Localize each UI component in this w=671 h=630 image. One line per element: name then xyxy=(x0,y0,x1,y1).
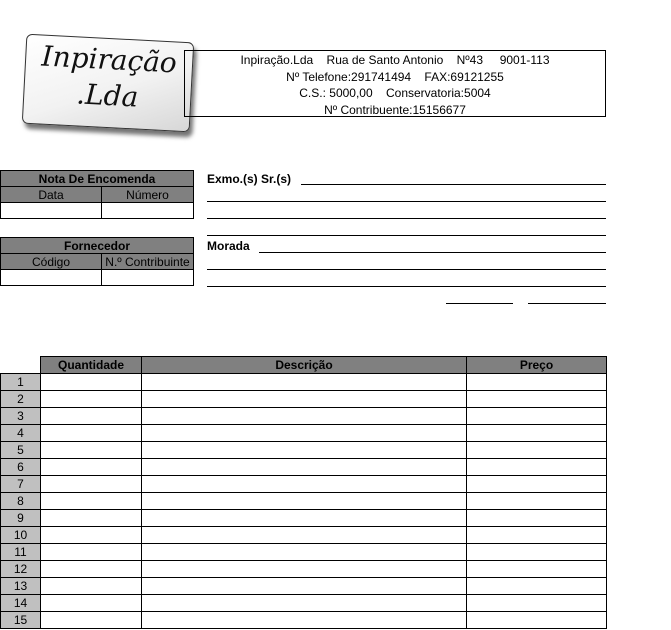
quantity-cell[interactable] xyxy=(41,510,142,527)
quantity-cell[interactable] xyxy=(41,374,142,391)
items-corner xyxy=(1,357,41,374)
item-row xyxy=(1,544,607,561)
supplier-table xyxy=(0,237,194,286)
order-date-header: Data xyxy=(1,187,102,203)
company-address-line: Inpiração.Lda Rua de Santo Antonio Nº43 9001-113 xyxy=(240,53,550,67)
supplier-code-cell[interactable] xyxy=(1,270,102,286)
row-number: 11 xyxy=(1,544,41,561)
description-cell[interactable] xyxy=(142,493,467,510)
row-number: 4 xyxy=(1,425,41,442)
description-cell[interactable] xyxy=(142,408,467,425)
row-number: 6 xyxy=(1,459,41,476)
price-cell[interactable] xyxy=(467,425,607,442)
postal-code-line[interactable] xyxy=(446,303,513,304)
price-cell[interactable] xyxy=(467,578,607,595)
logo-line-2: .Lda xyxy=(75,77,140,114)
address-line-1[interactable] xyxy=(259,252,606,253)
recipient-line-2[interactable] xyxy=(207,201,606,202)
description-cell[interactable] xyxy=(142,595,467,612)
order-number-header: Número xyxy=(102,187,194,203)
item-row xyxy=(1,374,607,391)
row-number: 7 xyxy=(1,476,41,493)
description-cell[interactable] xyxy=(142,425,467,442)
price-cell[interactable] xyxy=(467,612,607,629)
quantity-cell[interactable] xyxy=(41,476,142,493)
description-cell[interactable] xyxy=(142,561,467,578)
row-number: 1 xyxy=(1,374,41,391)
price-cell[interactable] xyxy=(467,595,607,612)
recipient-line-4[interactable] xyxy=(207,235,606,236)
item-row xyxy=(1,476,607,493)
row-number: 3 xyxy=(1,408,41,425)
quantity-cell[interactable] xyxy=(41,391,142,408)
quantity-cell[interactable] xyxy=(41,493,142,510)
order-title: Nota De Encomenda xyxy=(1,171,194,187)
price-header: Preço xyxy=(467,357,607,374)
description-header: Descrição xyxy=(142,357,467,374)
quantity-cell[interactable] xyxy=(41,408,142,425)
quantity-cell[interactable] xyxy=(41,442,142,459)
recipient-label: Exmo.(s) Sr.(s) xyxy=(207,172,292,186)
item-row xyxy=(1,459,607,476)
address-label: Morada xyxy=(207,239,250,253)
price-cell[interactable] xyxy=(467,459,607,476)
quantity-cell[interactable] xyxy=(41,578,142,595)
logo-line-1: Inpiração xyxy=(40,39,178,80)
item-row xyxy=(1,493,607,510)
item-row xyxy=(1,442,607,459)
company-phone-line: Nº Telefone:291741494 FAX:69121255 xyxy=(286,69,504,84)
item-row xyxy=(1,408,607,425)
description-cell[interactable] xyxy=(142,476,467,493)
address-line-2[interactable] xyxy=(207,269,606,270)
price-cell[interactable] xyxy=(467,527,607,544)
items-table xyxy=(0,356,607,629)
quantity-cell[interactable] xyxy=(41,527,142,544)
supplier-title: Fornecedor xyxy=(1,238,194,254)
locality-line[interactable] xyxy=(528,303,606,304)
description-cell[interactable] xyxy=(142,612,467,629)
description-cell[interactable] xyxy=(142,578,467,595)
row-number: 12 xyxy=(1,561,41,578)
price-cell[interactable] xyxy=(467,391,607,408)
description-cell[interactable] xyxy=(142,510,467,527)
price-cell[interactable] xyxy=(467,374,607,391)
item-row xyxy=(1,527,607,544)
row-number: 2 xyxy=(1,391,41,408)
description-cell[interactable] xyxy=(142,527,467,544)
price-cell[interactable] xyxy=(467,476,607,493)
row-number: 14 xyxy=(1,595,41,612)
row-number: 10 xyxy=(1,527,41,544)
price-cell[interactable] xyxy=(467,510,607,527)
supplier-taxid-header: N.º Contribuinte xyxy=(102,254,194,270)
description-cell[interactable] xyxy=(142,374,467,391)
item-row xyxy=(1,391,607,408)
address-line-3[interactable] xyxy=(207,286,606,287)
item-row xyxy=(1,561,607,578)
item-row xyxy=(1,425,607,442)
items-body xyxy=(1,374,607,629)
supplier-taxid-cell[interactable] xyxy=(102,270,194,286)
description-cell[interactable] xyxy=(142,391,467,408)
quantity-cell[interactable] xyxy=(41,425,142,442)
quantity-cell[interactable] xyxy=(41,459,142,476)
order-table xyxy=(0,170,194,219)
recipient-line-1[interactable] xyxy=(301,184,606,185)
company-logo xyxy=(22,34,194,133)
row-number: 8 xyxy=(1,493,41,510)
price-cell[interactable] xyxy=(467,544,607,561)
item-row xyxy=(1,578,607,595)
description-cell[interactable] xyxy=(142,459,467,476)
order-date-cell[interactable] xyxy=(1,203,102,219)
company-taxid-line: Nº Contribuente:15156677 xyxy=(324,102,466,117)
row-number: 13 xyxy=(1,578,41,595)
row-number: 15 xyxy=(1,612,41,629)
item-row xyxy=(1,595,607,612)
quantity-header: Quantidade xyxy=(41,357,142,374)
description-cell[interactable] xyxy=(142,442,467,459)
row-number: 9 xyxy=(1,510,41,527)
company-capital-line: C.S.: 5000,00 Conservatoria:5004 xyxy=(299,86,491,100)
supplier-code-header: Código xyxy=(1,254,102,270)
item-row xyxy=(1,612,607,629)
row-number: 5 xyxy=(1,442,41,459)
price-cell[interactable] xyxy=(467,493,607,510)
item-row xyxy=(1,510,607,527)
quantity-cell[interactable] xyxy=(41,595,142,612)
company-info-box xyxy=(184,50,606,117)
quantity-cell[interactable] xyxy=(41,612,142,629)
quantity-cell[interactable] xyxy=(41,544,142,561)
price-cell[interactable] xyxy=(467,442,607,459)
order-number-cell[interactable] xyxy=(102,203,194,219)
quantity-cell[interactable] xyxy=(41,561,142,578)
price-cell[interactable] xyxy=(467,561,607,578)
recipient-line-3[interactable] xyxy=(207,218,606,219)
description-cell[interactable] xyxy=(142,544,467,561)
price-cell[interactable] xyxy=(467,408,607,425)
